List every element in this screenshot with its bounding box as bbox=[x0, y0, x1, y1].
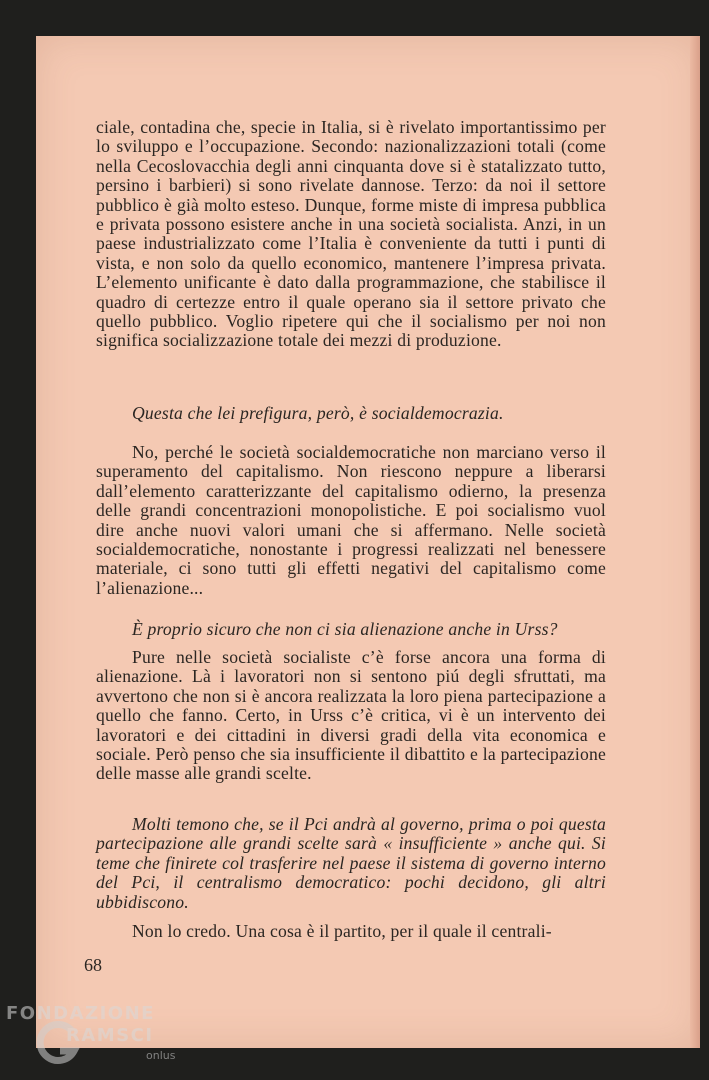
watermark-line-1: FONDAZIONE bbox=[6, 1003, 155, 1024]
page-number: 68 bbox=[84, 955, 102, 975]
paragraph-2 bbox=[96, 443, 606, 598]
question-3-text: Molti temono che, se il Pci andrà al governo, prima o poi questa partecipazione alle grandi scelte sarà « insufficiente » anche qui. Si teme che finirete col trasferire nel paese il sistema di governo interno del Pci, il centralismo democratico: pochi decidono, gli altri ubbidiscono. bbox=[96, 814, 606, 912]
question-3 bbox=[96, 815, 606, 912]
question-1 bbox=[96, 404, 606, 423]
question-2-text: È proprio sicuro che non ci sia alienazione anche in Urss? bbox=[132, 619, 558, 639]
watermark-line-2: RAMSCI bbox=[66, 1025, 154, 1046]
paragraph-4 bbox=[96, 922, 606, 941]
paragraph-3-text: Pure nelle società socialiste c’è forse ancora una forma di alienazione. Là i lavoratori non si sentono piú degli sfruttati, ma avvertono che non si è ancora realizzata la loro piena partecipazione a quello che fanno. Certo, in Urss c’è critica, vi è un intervento dei lavoratori e dei cittadini in diversi gradi della vita economica e sociale. Però penso che sia insufficiente il dibattito e la partecipazione delle masse alle grandi scelte. bbox=[96, 647, 606, 784]
question-2 bbox=[96, 620, 606, 639]
paragraph-4-text: Non lo credo. Una cosa è il partito, per il quale il centrali- bbox=[132, 921, 552, 941]
paragraph-1-text: ciale, contadina che, specie in Italia, si è rivelato importantissimo per lo sviluppo e l’occupazione. Secondo: nazionalizzazioni totali (come nella Cecoslovacchia degli anni cinquanta dove si è statalizzato tutto, persino i barbieri) si sono rivelate dannose. Terzo: da noi il settore pubblico è già molto esteso. Dunque, forme miste di impresa pubblica e privata possono esistere anche in una società socialista. Anzi, in un paese industrializzato come l’Italia è conveniente da tutti i punti di vista, e non solo da quello economico, mantenere l’impresa privata. L’elemento unificante è dato dalla programmazione, che stabilisce il quadro di certezze entro il quale operano sia il settore privato che quello pubblico. Voglio ripetere qui che il socialismo per noi non significa socializzazione totale dei mezzi di produzione. bbox=[96, 117, 606, 351]
question-1-text: Questa che lei prefigura, però, è socialdemocrazia. bbox=[132, 403, 504, 423]
watermark-onlus: onlus bbox=[146, 1049, 176, 1062]
fondazione-gramsci-watermark bbox=[6, 1003, 206, 1073]
page-edge bbox=[690, 36, 700, 1048]
paragraph-2-text: No, perché le società socialdemocratiche non marciano verso il superamento del capitalismo. Non riescono neppure a liberarsi dall’elemento caratterizzante del capitalismo odierno, la presenza delle grandi concentrazioni monopolistiche. E poi socialismo vuol dire anche nuovi valori umani che si affermano. Nelle società socialdemocratiche, nonostante i progressi realizzati nel benessere materiale, ci sono tutti gli effetti negativi del capitalismo come l’alienazione... bbox=[96, 442, 606, 598]
paragraph-3 bbox=[96, 648, 606, 784]
paragraph-1 bbox=[96, 118, 606, 351]
